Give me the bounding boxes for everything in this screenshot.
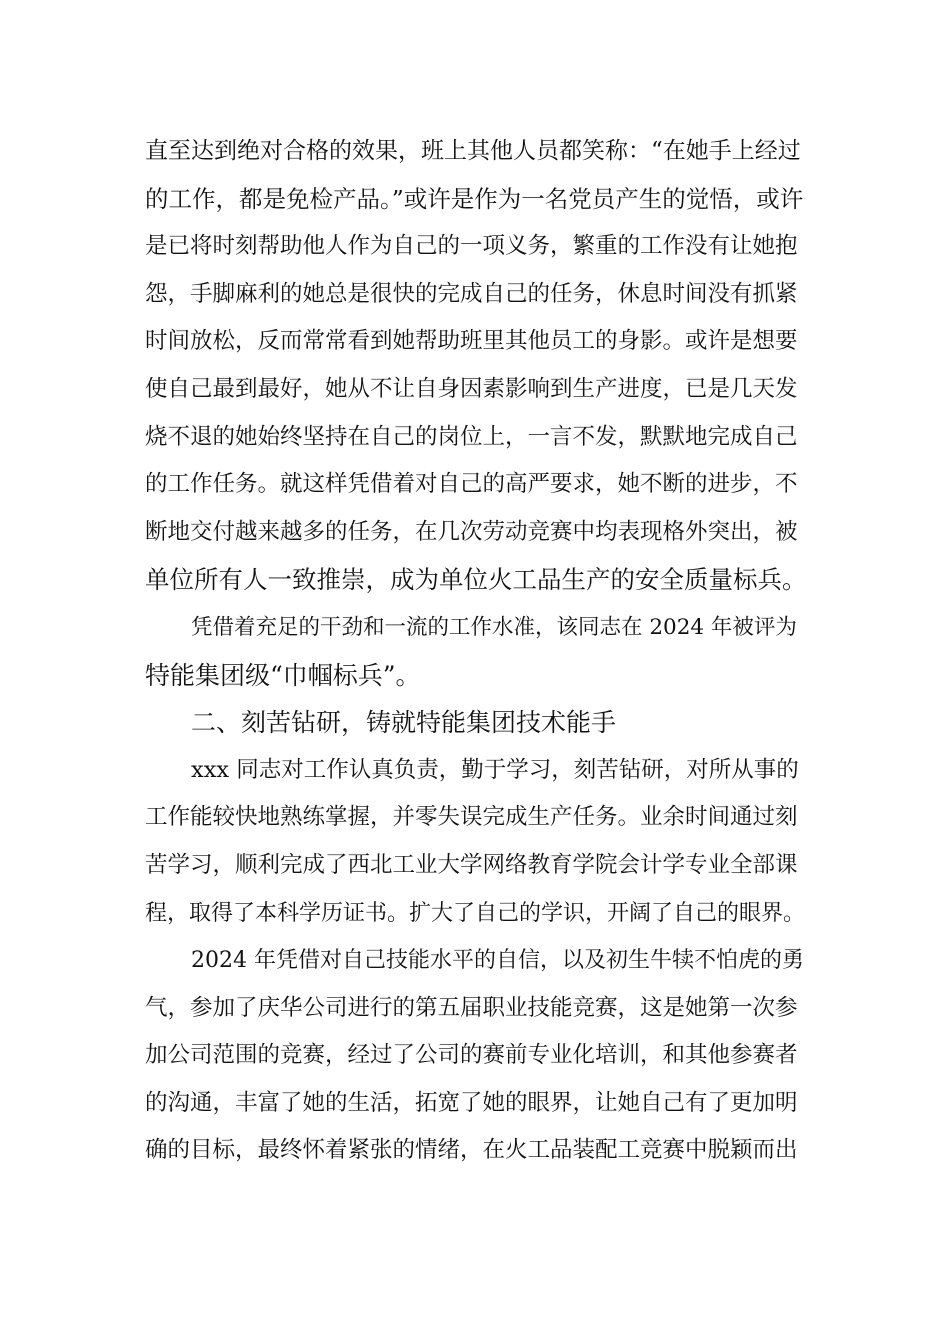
text-line: 烧不退的她始终坚持在自己的岗位上，一言不发，默默地完成自己	[145, 423, 798, 450]
body-text	[145, 128, 810, 1175]
text-line: xxx 同志对工作认真负责，勤于学习，刻苦钻研，对所从事的	[191, 756, 799, 783]
text-line: 的工作任务。就这样凭借着对自己的高严要求，她不断的进步，不	[145, 471, 798, 498]
text-line: 使自己最到最好，她从不让自身因素影响到生产进度，已是几天发	[145, 375, 798, 402]
text-line: 时间放松，反而常常看到她帮助班里其他员工的身影。或许是想要	[145, 328, 798, 355]
text-line: 确的目标，最终怀着紧张的情绪，在火工品装配工竞赛中脱颖而出	[145, 1137, 798, 1164]
text-line: 特能集团级“巾帼标兵”。	[145, 660, 421, 690]
text-line: 加公司范围的竞赛，经过了公司的赛前专业化培训，和其他参赛者	[145, 1042, 798, 1069]
text-line: 的沟通，丰富了她的生活，拓宽了她的眼界，让她自己有了更加明	[145, 1089, 798, 1116]
text-line: 二、刻苦钻研，铸就特能集团技术能手	[191, 708, 617, 738]
text-line: 断地交付越来越多的任务，在几次劳动竞赛中均表现格外突出，被	[145, 518, 798, 545]
text-line: 是已将时刻帮助他人作为自己的一项义务，繁重的工作没有让她抱	[145, 233, 798, 260]
text-line: 单位所有人一致推崇，成为单位火工品生产的安全质量标兵。	[145, 565, 807, 595]
text-line: 气，参加了庆华公司进行的第五届职业技能竞赛，这是她第一次参	[145, 994, 798, 1021]
text-line: 凭借着充足的干劲和一流的工作水准，该同志在 2024 年被评为	[191, 614, 797, 640]
text-line: 的工作，都是免检产品。”或许是作为一名党员产生的觉悟，或许	[145, 184, 804, 213]
text-line: 2024 年凭借对自己技能水平的自信，以及初生牛犊不怕虎的勇	[191, 948, 804, 974]
text-line: 程，取得了本科学历证书。扩大了自己的学识，开阔了自己的眼界。	[145, 900, 806, 926]
text-line: 苦学习，顺利完成了西北工业大学网络教育学院会计学专业全部课	[145, 851, 798, 878]
text-line: 工作能较快地熟练掌握，并零失误完成生产任务。业余时间通过刻	[145, 804, 798, 831]
text-line: 直至达到绝对合格的效果，班上其他人员都笑称：“在她手上经过	[145, 138, 801, 164]
text-line: 怨，手脚麻利的她总是很快的完成自己的任务，休息时间没有抓紧	[145, 280, 798, 307]
